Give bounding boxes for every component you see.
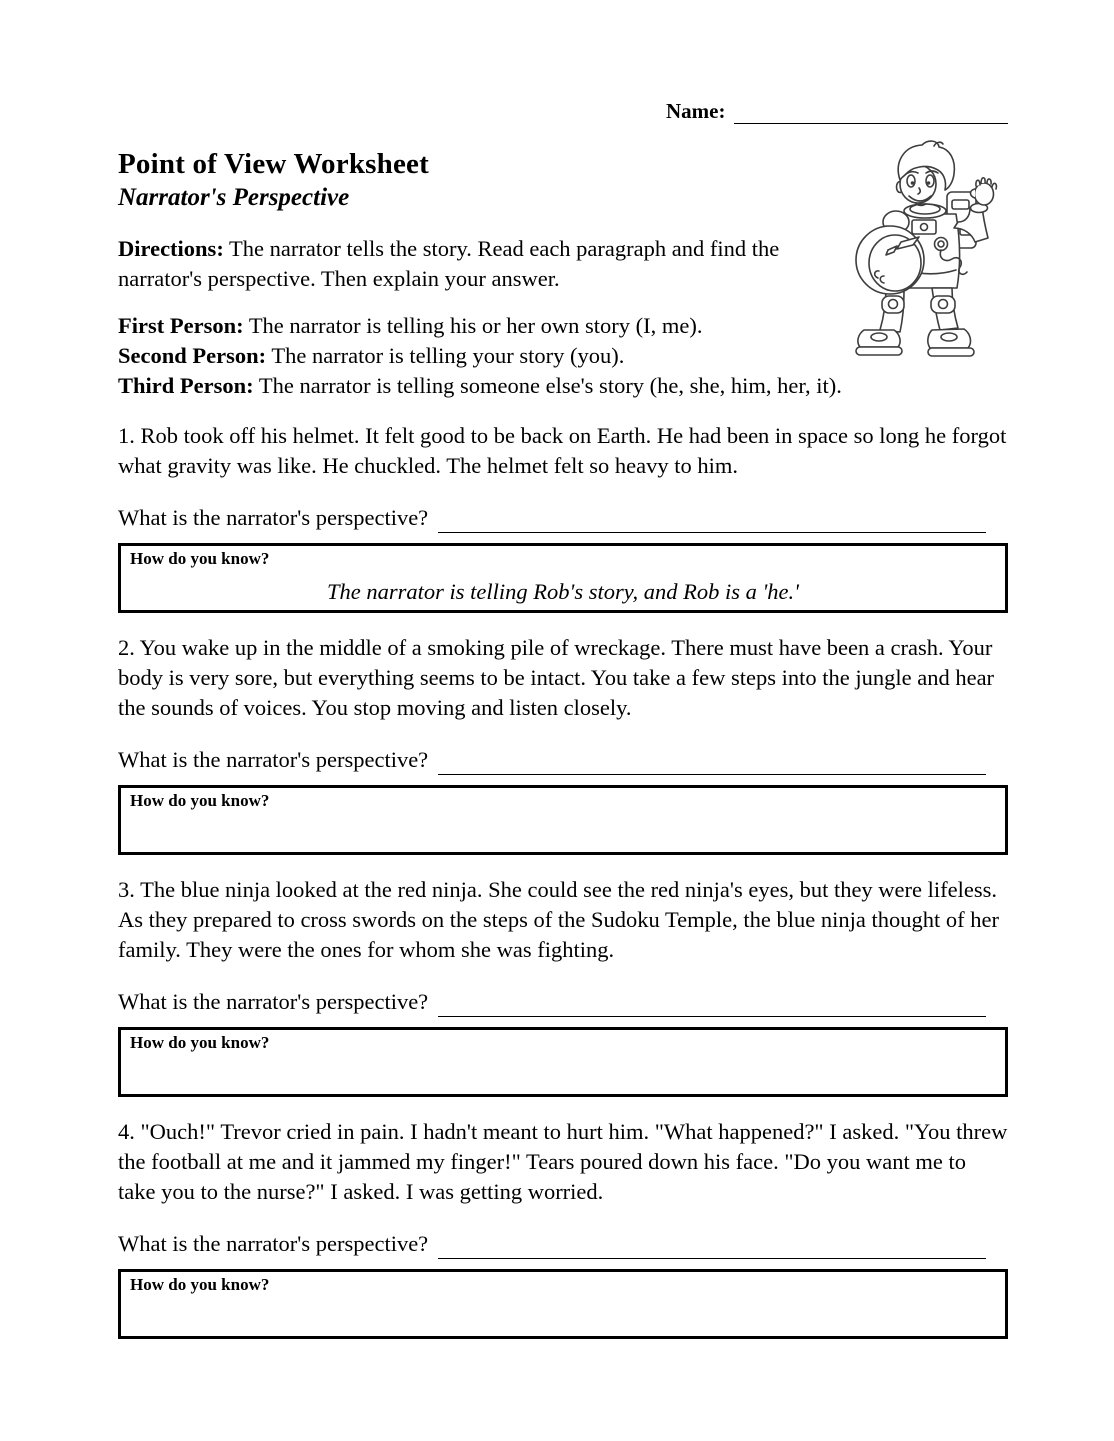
question-block-1 [118,421,1008,613]
question-4-paragraph [118,1117,1008,1207]
how-do-you-know-label: How do you know? [130,549,270,568]
perspective-answer-blank-4[interactable] [438,1235,986,1259]
perspective-answer-blank-2[interactable] [438,751,986,775]
directions-label: Directions: [118,236,224,261]
question-2-paragraph [118,633,1008,723]
how-do-you-know-box-4[interactable] [118,1269,1008,1339]
second-person-label: Second Person: [118,343,267,368]
first-person-text: The narrator is telling his or her own story (I, me). [248,313,703,338]
question-2-number: 2. [118,635,135,660]
perspective-answer-blank-1[interactable] [438,509,986,533]
directions [118,234,808,294]
perspective-prompt: What is the narrator's perspective? [118,1231,429,1256]
perspective-answer-blank-3[interactable] [438,993,986,1017]
how-do-you-know-label: How do you know? [130,1275,270,1294]
how-do-you-know-box-1[interactable] [118,543,1008,613]
question-3-number: 3. [118,877,135,902]
astronaut-illustration [846,138,1004,366]
question-block-4 [118,1117,1008,1339]
question-1-number: 1. [118,423,135,448]
how-do-you-know-box-2[interactable] [118,785,1008,855]
question-4-text: "Ouch!" Trevor cried in pain. I hadn't meant to hurt him. "What happened?" I asked. "You threw the football at me and it jammed my finger!" Tears poured down his face. "Do you want me to take you to the nurse?" I asked. I was getting worried. [118,1119,1008,1204]
question-block-2 [118,633,1008,855]
definition-third-person [118,371,1008,401]
question-1-prompt-row [118,503,1008,533]
how-do-you-know-box-3[interactable] [118,1027,1008,1097]
how-do-you-know-answer-1: The narrator is telling Rob's story, and Rob is a 'he.' [327,579,799,604]
page-title: Point of View Worksheet [118,148,429,180]
name-blank-line[interactable] [734,102,1008,124]
question-2-text: You wake up in the middle of a smoking pile of wreckage. There must have been a crash. Your body is very sore, but everything seems to be intact. You take a few steps into the jungle and hear the sounds of voices. You stop moving and listen closely. [118,635,995,720]
perspective-prompt: What is the narrator's perspective? [118,747,429,772]
question-1-paragraph [118,421,1008,481]
astronaut-drawing-icon [846,138,1004,366]
question-3-text: The blue ninja looked at the red ninja. She could see the red ninja's eyes, but they were lifeless. As they prepared to cross swords on the steps of the Sudoku Temple, the blue ninja thought of her family. They were the ones for whom she was fighting. [118,877,999,962]
how-do-you-know-label: How do you know? [130,1033,270,1052]
directions-text: The narrator tells the story. Read each paragraph and find the narrator's perspective. Then explain your answer. [118,236,780,291]
question-4-number: 4. [118,1119,135,1144]
how-do-you-know-label: How do you know? [130,791,270,810]
perspective-prompt: What is the narrator's perspective? [118,505,429,530]
second-person-text: The narrator is telling your story (you). [271,343,625,368]
question-4-prompt-row [118,1229,1008,1259]
question-block-3 [118,875,1008,1097]
third-person-text: The narrator is telling someone else's story (he, she, him, her, it). [258,373,842,398]
question-2-prompt-row [118,745,1008,775]
page-subtitle: Narrator's Perspective [118,184,350,211]
perspective-prompt: What is the narrator's perspective? [118,989,429,1014]
name-row [666,98,1008,124]
first-person-label: First Person: [118,313,244,338]
third-person-label: Third Person: [118,373,254,398]
name-label: Name: [666,99,726,123]
question-1-text: Rob took off his helmet. It felt good to be back on Earth. He had been in space so long he forgot what gravity was like. He chuckled. The helmet felt so heavy to him. [118,423,1007,478]
question-3-paragraph [118,875,1008,965]
question-3-prompt-row [118,987,1008,1017]
